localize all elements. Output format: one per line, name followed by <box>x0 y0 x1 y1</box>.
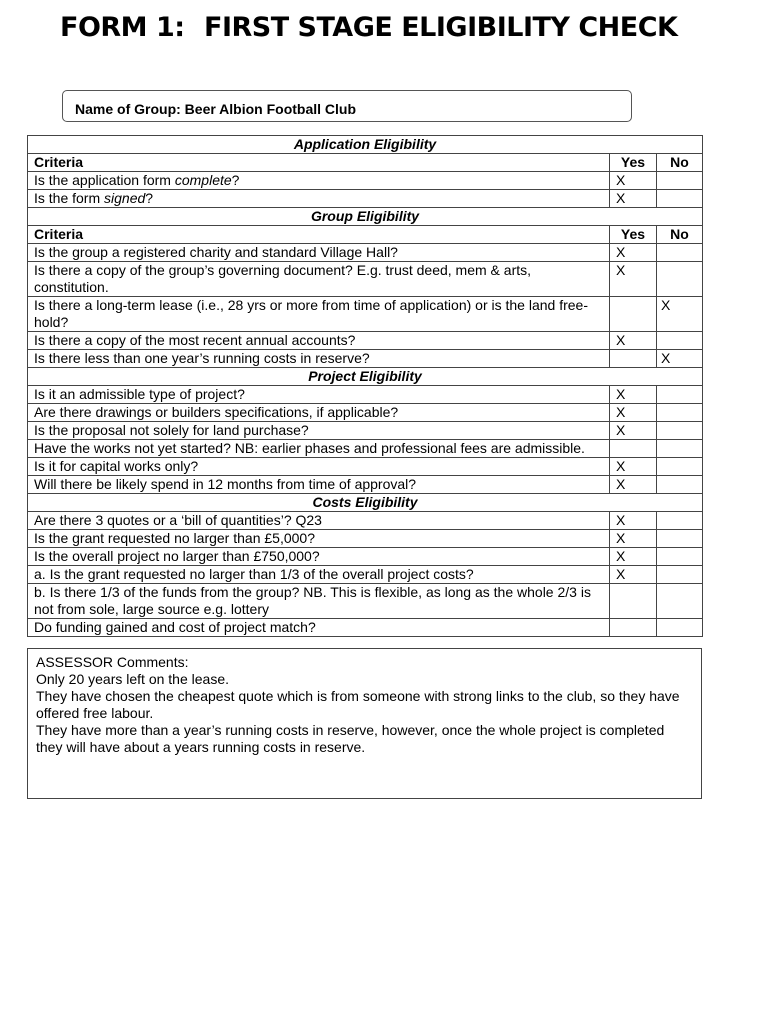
criteria-row <box>28 530 703 548</box>
criteria-row <box>28 422 703 440</box>
assessor-comments-box <box>27 648 702 799</box>
no-mark <box>657 512 703 530</box>
no-mark <box>657 476 703 494</box>
no-mark <box>657 619 703 637</box>
no-mark <box>657 548 703 566</box>
section-header-row <box>28 208 703 226</box>
criteria-row <box>28 386 703 404</box>
yes-mark: X <box>610 512 657 530</box>
yes-mark: X <box>610 244 657 262</box>
criteria-row <box>28 332 703 350</box>
criteria-row <box>28 350 703 368</box>
comment-line: They have chosen the cheapest quote which is from someone with strong links to the club, so they have offered free labour. <box>36 688 680 721</box>
criteria-text: Have the works not yet started? NB: earlier phases and professional fees are admissible. <box>28 440 610 458</box>
no-mark <box>657 386 703 404</box>
yes-header: Yes <box>610 154 657 172</box>
criteria-text: Is the proposal not solely for land purchase? <box>28 422 610 440</box>
criteria-text: Will there be likely spend in 12 months from time of approval? <box>28 476 610 494</box>
criteria-row <box>28 262 703 297</box>
yes-mark: X <box>610 262 657 297</box>
group-name: Name of Group: Beer Albion Football Club <box>75 101 357 117</box>
criteria-text: Is it an admissible type of project? <box>28 386 610 404</box>
section-title: Group Eligibility <box>28 208 703 226</box>
yes-mark: X <box>610 172 657 190</box>
criteria-text: Is there a copy of the most recent annual accounts? <box>28 332 610 350</box>
no-mark <box>657 584 703 619</box>
section-header-row <box>28 368 703 386</box>
no-mark <box>657 404 703 422</box>
criteria-row <box>28 548 703 566</box>
comment-line: They have more than a year’s running costs in reserve, however, once the whole project is completed they will have about a years running costs in reserve. <box>36 722 665 755</box>
no-mark: X <box>657 350 703 368</box>
criteria-row <box>28 172 703 190</box>
form-heading: FIRST STAGE ELIGIBILITY CHECK <box>204 12 678 43</box>
yes-mark: X <box>610 548 657 566</box>
criteria-text: Is there a copy of the group’s governing document? E.g. trust deed, mem & arts, constitution. <box>28 262 610 297</box>
criteria-text: Is the group a registered charity and standard Village Hall? <box>28 244 610 262</box>
criteria-header: Criteria <box>28 154 610 172</box>
comment-line: Only 20 years left on the lease. <box>36 671 229 687</box>
criteria-row <box>28 440 703 458</box>
yes-mark: X <box>610 566 657 584</box>
yes-mark <box>610 619 657 637</box>
no-header: No <box>657 154 703 172</box>
section-title: Costs Eligibility <box>28 494 703 512</box>
form-number: FORM 1: <box>60 12 185 43</box>
yes-header: Yes <box>610 226 657 244</box>
criteria-text: Is the overall project no larger than £750,000? <box>28 548 610 566</box>
criteria-header: Criteria <box>28 226 610 244</box>
yes-mark <box>610 440 657 458</box>
criteria-text: Are there 3 quotes or a ‘bill of quantities’? Q23 <box>28 512 610 530</box>
criteria-text: Is the grant requested no larger than £5,000? <box>28 530 610 548</box>
section-title: Project Eligibility <box>28 368 703 386</box>
yes-mark <box>610 350 657 368</box>
criteria-text: Is the form signed? <box>28 190 610 208</box>
criteria-row <box>28 584 703 619</box>
criteria-row <box>28 297 703 332</box>
yes-mark: X <box>610 404 657 422</box>
criteria-row <box>28 619 703 637</box>
criteria-row <box>28 566 703 584</box>
criteria-row <box>28 404 703 422</box>
no-mark: X <box>657 297 703 332</box>
criteria-text: a. Is the grant requested no larger than 1/3 of the overall project costs? <box>28 566 610 584</box>
no-mark <box>657 190 703 208</box>
criteria-text: Is the application form complete? <box>28 172 610 190</box>
criteria-text: Is it for capital works only? <box>28 458 610 476</box>
no-mark <box>657 422 703 440</box>
group-name-box <box>62 90 632 122</box>
no-mark <box>657 332 703 350</box>
criteria-text: Are there drawings or builders specifications, if applicable? <box>28 404 610 422</box>
yes-mark: X <box>610 386 657 404</box>
eligibility-table <box>27 135 703 637</box>
yes-mark <box>610 584 657 619</box>
yes-mark: X <box>610 422 657 440</box>
no-header: No <box>657 226 703 244</box>
no-mark <box>657 566 703 584</box>
section-header-row <box>28 494 703 512</box>
column-header-row <box>28 226 703 244</box>
criteria-text: Is there less than one year’s running costs in reserve? <box>28 350 610 368</box>
no-mark <box>657 440 703 458</box>
form-title <box>60 12 678 48</box>
criteria-row <box>28 244 703 262</box>
no-mark <box>657 530 703 548</box>
criteria-text: Is there a long-term lease (i.e., 28 yrs or more from time of application) or is the land free-hold? <box>28 297 610 332</box>
no-mark <box>657 458 703 476</box>
criteria-text: b. Is there 1/3 of the funds from the group? NB. This is flexible, as long as the whole 2/3 is not from sole, large source e.g. lottery <box>28 584 610 619</box>
criteria-row <box>28 512 703 530</box>
no-mark <box>657 172 703 190</box>
column-header-row <box>28 154 703 172</box>
criteria-row <box>28 190 703 208</box>
yes-mark: X <box>610 190 657 208</box>
criteria-row <box>28 476 703 494</box>
section-header-row <box>28 136 703 154</box>
yes-mark: X <box>610 530 657 548</box>
yes-mark: X <box>610 458 657 476</box>
comments-heading: ASSESSOR Comments: <box>36 654 189 670</box>
criteria-text: Do funding gained and cost of project match? <box>28 619 610 637</box>
no-mark <box>657 262 703 297</box>
yes-mark: X <box>610 476 657 494</box>
section-title: Application Eligibility <box>28 136 703 154</box>
criteria-row <box>28 458 703 476</box>
yes-mark <box>610 297 657 332</box>
no-mark <box>657 244 703 262</box>
yes-mark: X <box>610 332 657 350</box>
